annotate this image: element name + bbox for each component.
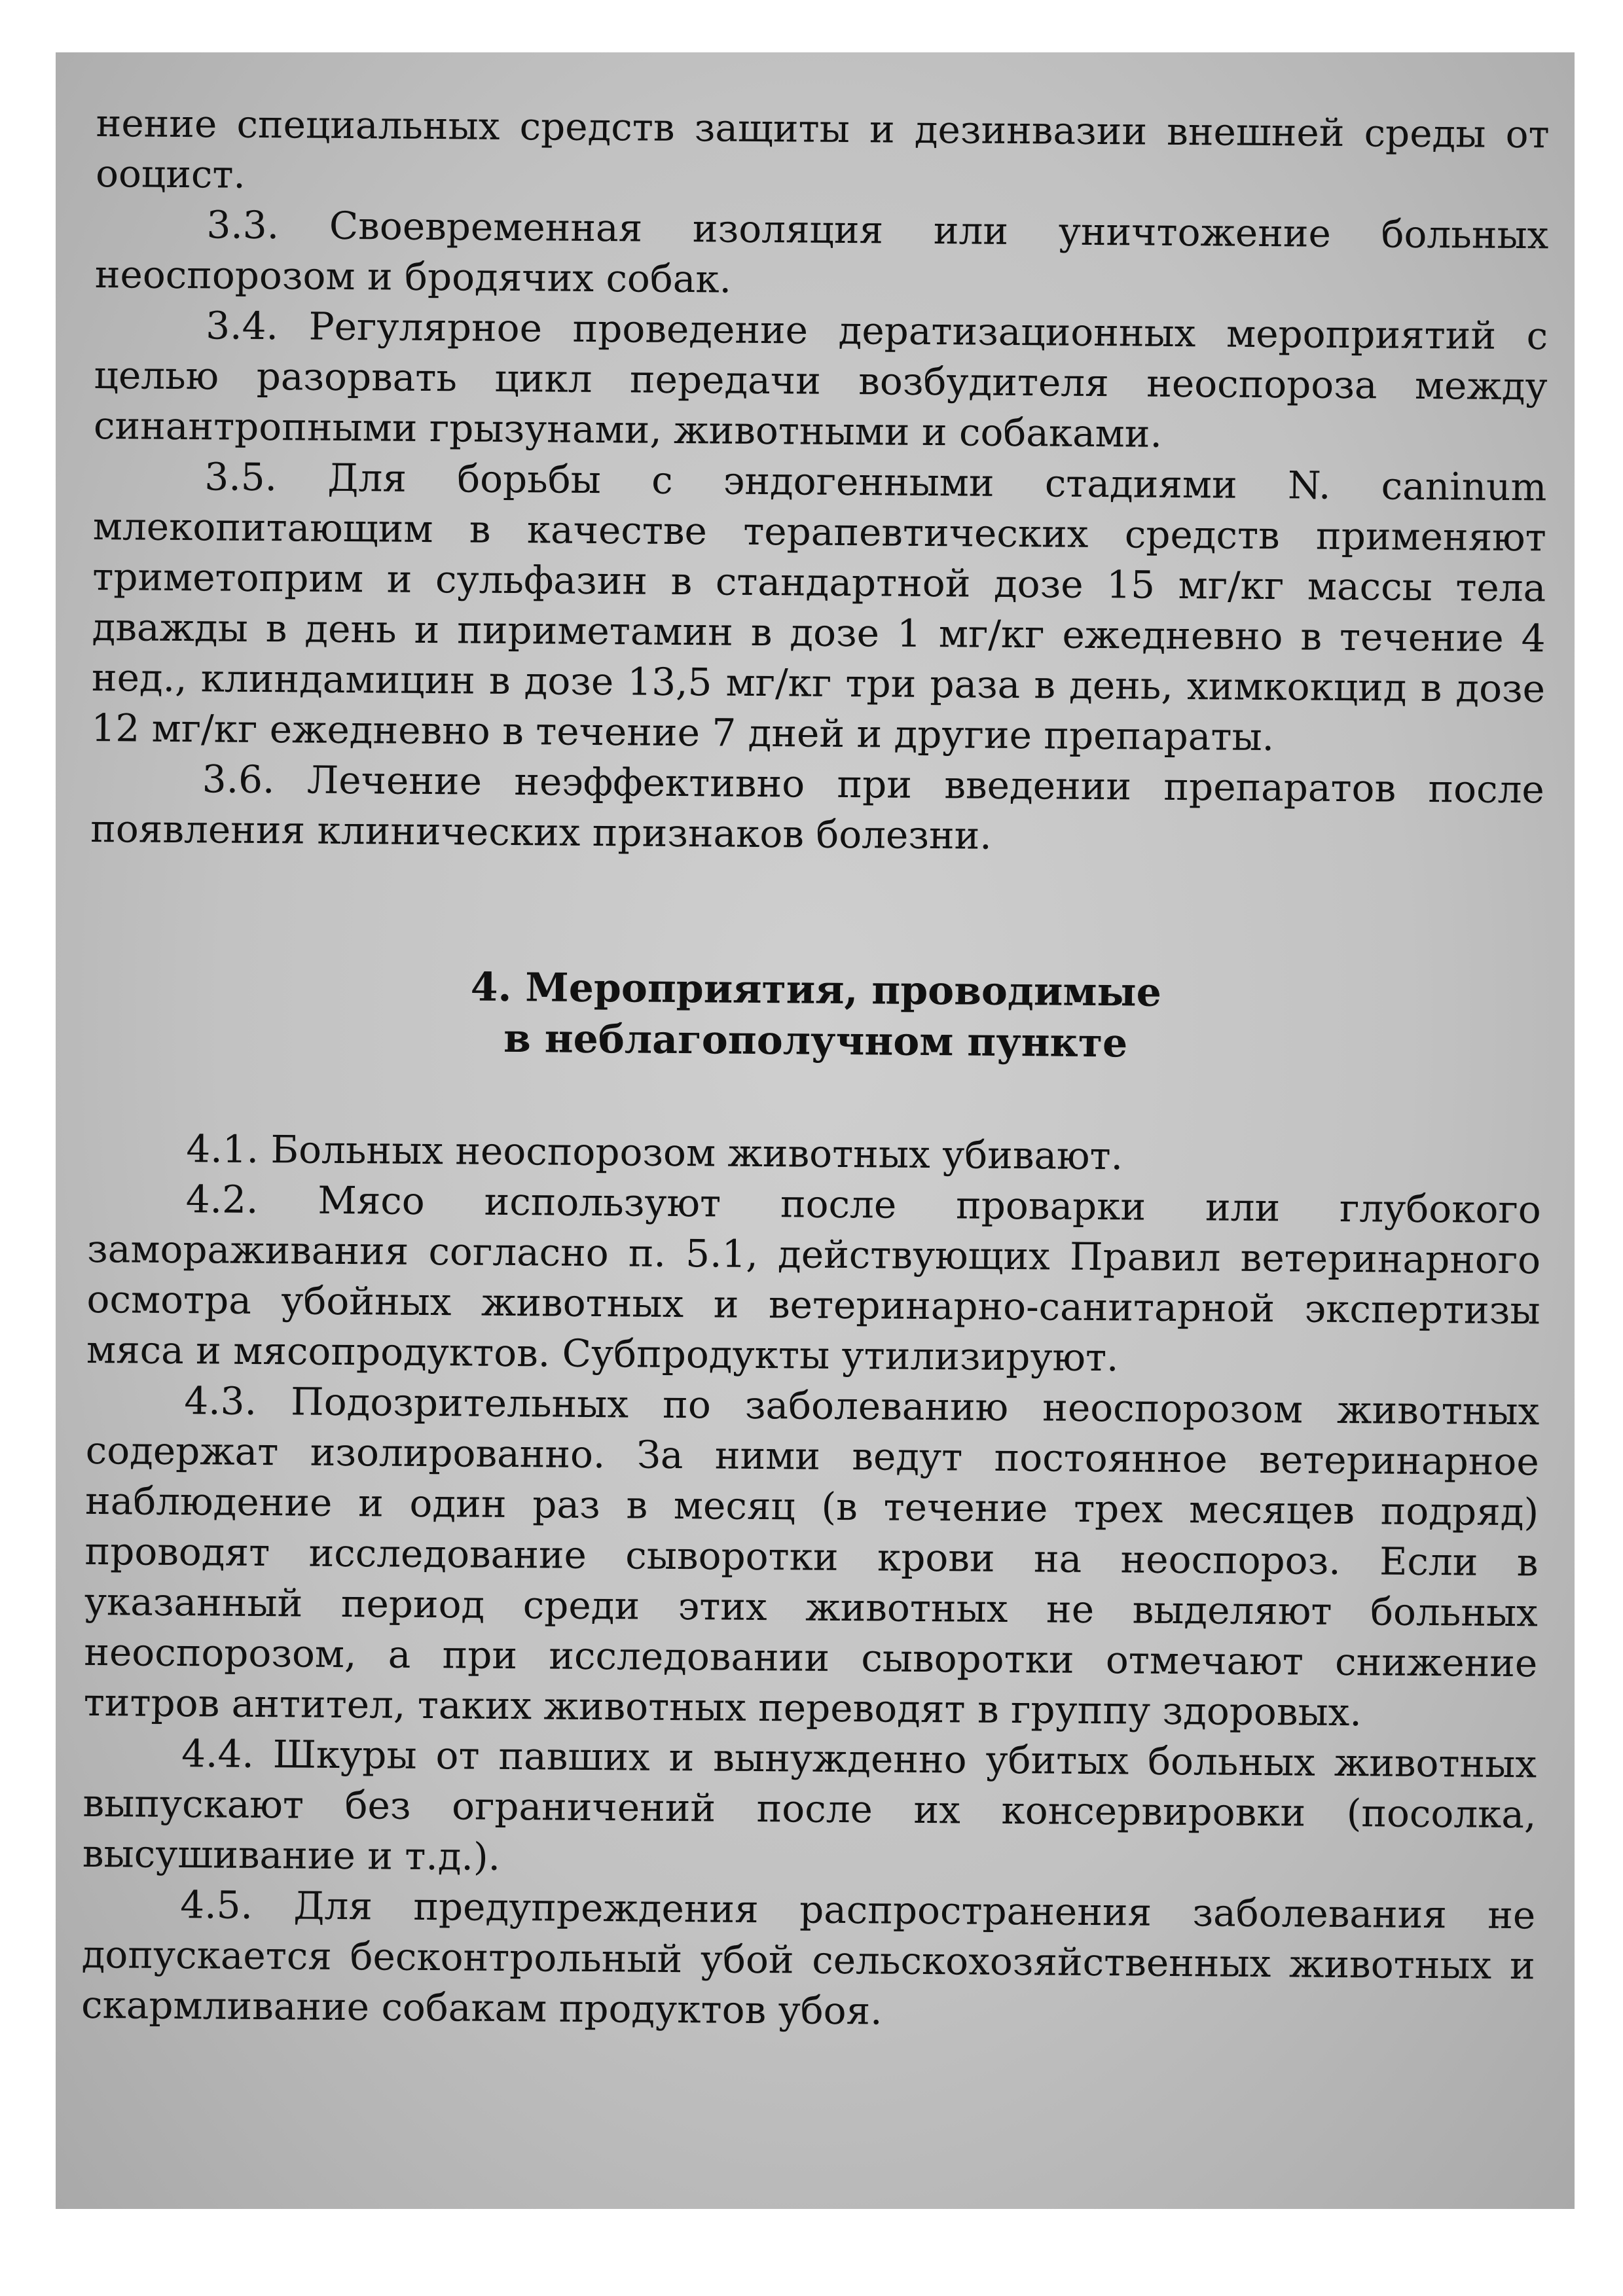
section-heading [88, 959, 1542, 1072]
paragraph-3-4: 3.4. Регулярное проведение дератизационных мероприятий с целью разорвать цикл передачи возбудителя неоспороза между синантропными грызунами, животными и собаками. [93, 303, 1548, 456]
paragraph-4-5: 4.5. Для предупреждения распространения заболевания не допускается бесконтрольный убой сельскохозяйственных животных и скармливание собакам продуктов убоя. [81, 1882, 1536, 2034]
section-heading-line-2: в неблагополучном пункте [503, 1015, 1128, 1067]
section-4-body [81, 1123, 1542, 2041]
scanned-page [56, 52, 1575, 2209]
paragraph-4-3: 4.3. Подозрительных по заболеванию неоспорозом животных содержат изолированно. За ними ведут постоянное ветеринарное наблюдение и один раз в месяц (в течение трех месяцев подряд) проводят исследование сыворотки крови на неоспороз. Если в указанный период среди этих животных не выделяют больных неоспорозом, а при исследовании сыворотки отмечают снижение титров антител, таких животных переводят в группу здоровых. [83, 1378, 1540, 1735]
document-body [81, 98, 1550, 2041]
paragraph-3-3: 3.3. Своевременная изоляция или уничтожение больных неоспорозом и бродячих собак. [94, 202, 1549, 302]
paragraph-4-4: 4.4. Шкуры от павших и вынужденно убитых больных животных выпускают без ограничений после их консервировки (посолка, высушивание и т.д.). [82, 1731, 1537, 1879]
paragraph-4-2: 4.2. Мясо используют после проварки или глубокого замораживания согласно п. 5.1, действующих Правил ветеринарного осмотра убойных животных и ветеринарно-санитарной экспертизы мяса и мясопродуктов. Субпродукты утилизируют. [86, 1177, 1541, 1380]
paragraph-continuation: нение специальных средств защиты и дезинвазии внешней среды от ооцист. [95, 100, 1550, 197]
paragraph-4-1: 4.1. Больных неоспорозом животных убивают. [186, 1126, 1123, 1179]
section-heading-line-1: 4. Мероприятия, проводимые [470, 964, 1162, 1016]
paragraph-3-6: 3.6. Лечение неэффективно при введении препаратов после появления клинических признаков болезни. [90, 757, 1545, 858]
paragraph-3-5: 3.5. Для борьбы с эндогенными стадиями N. caninum млекопитающим в качестве терапевтических средств применяют триметоприм и сульфазин в стандартной дозе 15 мг/кг массы тела дважды в день и пириметамин в дозе 1 мг/кг ежедневно в течение 4 нед., клиндамицин в дозе 13,5 мг/кг три раза в день, химкокцид в дозе 12 мг/кг ежедневно в течение 7 дней и другие препараты. [91, 454, 1547, 760]
